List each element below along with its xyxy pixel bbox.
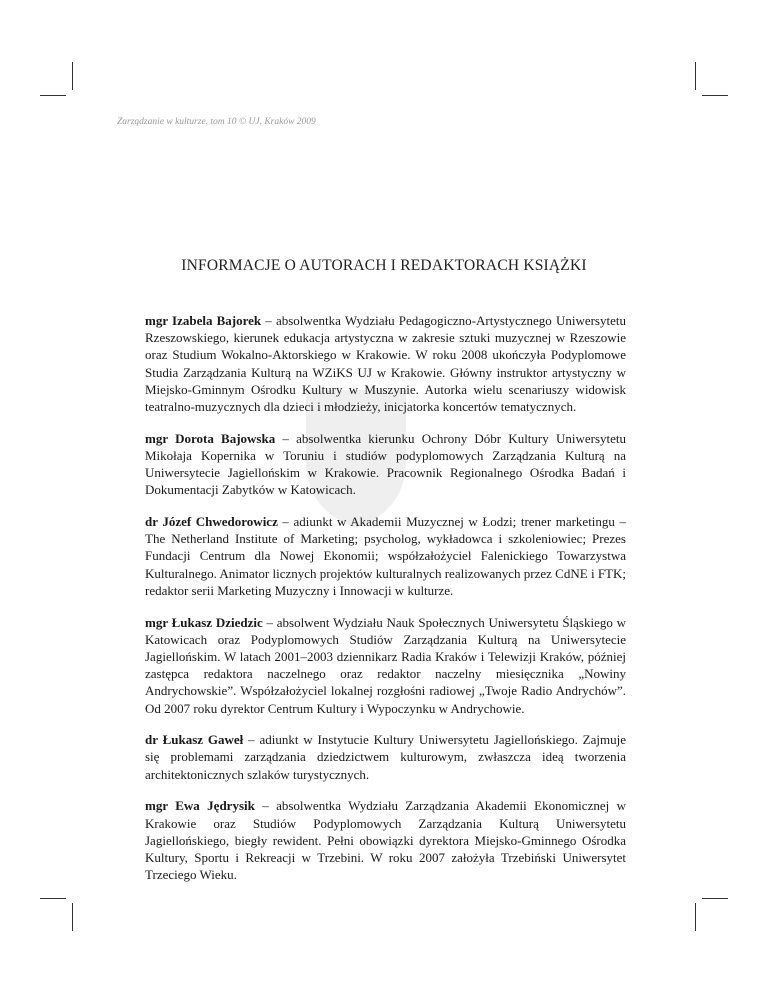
author-name: mgr Izabela Bajorek [145,313,262,328]
author-name: dr Józef Chwedorowicz [145,514,278,530]
author-bio: – adiunkt w Akademii Muzycznej w Łodzi; trener marketingu – The Netherland Institute of Marketing; psycholog, wykładowca i szkoleniowiec; Prezes Fundacji Centrum dla Nowej Ekonomii; współzałożyciel Falenickiego Towarzystwa Kulturalnego. Animator licznych projektów kulturalnych realizowanych przez CdNE i FTK; redaktor serii Marketing Muzyczny i Innowacji w kulturze. [145,514,626,598]
crop-mark [72,62,73,90]
author-bio: – absolwentka Wydziału Pedagogiczno-Artystycznego Uniwersytetu Rzeszowskiego, kierunek edukacja artystyczna w zakresie sztuki muzycznej w Rzeszowie oraz Studium Wokalno-Aktorskiego w Krakowie. W roku 2008 ukończyła Podyplomowe Studia Zarządzania Kulturą na WZiKS UJ w Krakowie. Główny instruktor artystyczny w Miejsko-Gminnym Ośrodku Kultury w Muszynie. Autorka wielu scenariuszy widowisk teatralno-muzycznych dla dzieci i młodzieży, inicjatorka koncertów tematycznych. [145,313,626,415]
crop-mark [695,62,696,90]
author-name: dr Łukasz Gaweł [145,732,244,748]
crop-mark [40,898,66,899]
crop-mark [702,898,728,899]
crop-mark [702,95,728,96]
author-name: mgr Łukasz Dziedzic [145,614,263,630]
author-list [145,312,626,898]
crop-mark [40,95,66,96]
running-head: Zarządzanie w kulturze, tom 10 © UJ, Kraków 2009 [117,117,316,127]
author-bio: – absolwent Wydziału Nauk Społecznych Uniwersytetu Śląskiego w Katowicach oraz Podyplomowych Studiów Zarządzania Kulturą na Uniwersytecie Jagiellońskim. W latach 2001–2003 dziennikarz Radia Kraków i Telewizji Kraków, później zastępca redaktora naczelnego oraz redaktor naczelny miesięcznika „Nowiny Andrychowskie”. Współzałożyciel lokalnej rozgłośni radiowej „Twoje Radio Andrychów”. Od 2007 roku dyrektor Centrum Kultury i Wypoczynku w Andrychowie. [145,614,627,716]
crop-mark [72,903,73,931]
crop-mark [695,903,696,931]
author-entry [145,513,626,599]
author-entry [145,312,626,415]
author-entry [145,797,626,883]
author-name: mgr Ewa Jędrysik [145,798,255,814]
author-entry [145,430,626,499]
author-entry [145,731,626,783]
author-bio: – adiunkt w Instytucie Kultury Uniwersytetu Jagiellońskiego. Zajmuje się problemami zarządzania dziedzictwem kulturowym, zwłaszcza ideą tworzenia architektonicznych szlaków turystycznych. [145,732,626,782]
author-entry [145,614,626,717]
author-bio: – absolwentka kierunku Ochrony Dóbr Kultury Uniwersytetu Mikołaja Kopernika w Toruniu i studiów podyplomowych Zarządzania Kulturą na Uniwersytecie Jagiellońskim w Krakowie. Pracownik Regionalnego Ośrodka Badań i Dokumentacji Zabytków w Katowicach. [145,430,626,498]
author-bio: – absolwentka Wydziału Zarządzania Akademii Ekonomicznej w Krakowie oraz Studiów Podyplomowych Zarządzania Kulturą Uniwersytetu Jagiellońskiego, biegły rewident. Pełni obowiązki dyrektora Miejsko-Gminnego Ośrodka Kultury, Sportu i Rekreacji w Trzebini. W roku 2007 założyła Trzebiński Uniwersytet Trzeciego Wieku. [145,798,626,883]
author-name: mgr Dorota Bajowska [145,430,276,446]
page-title: INFORMACJE O AUTORACH I REDAKTORACH KSIĄŻKI [181,257,587,274]
